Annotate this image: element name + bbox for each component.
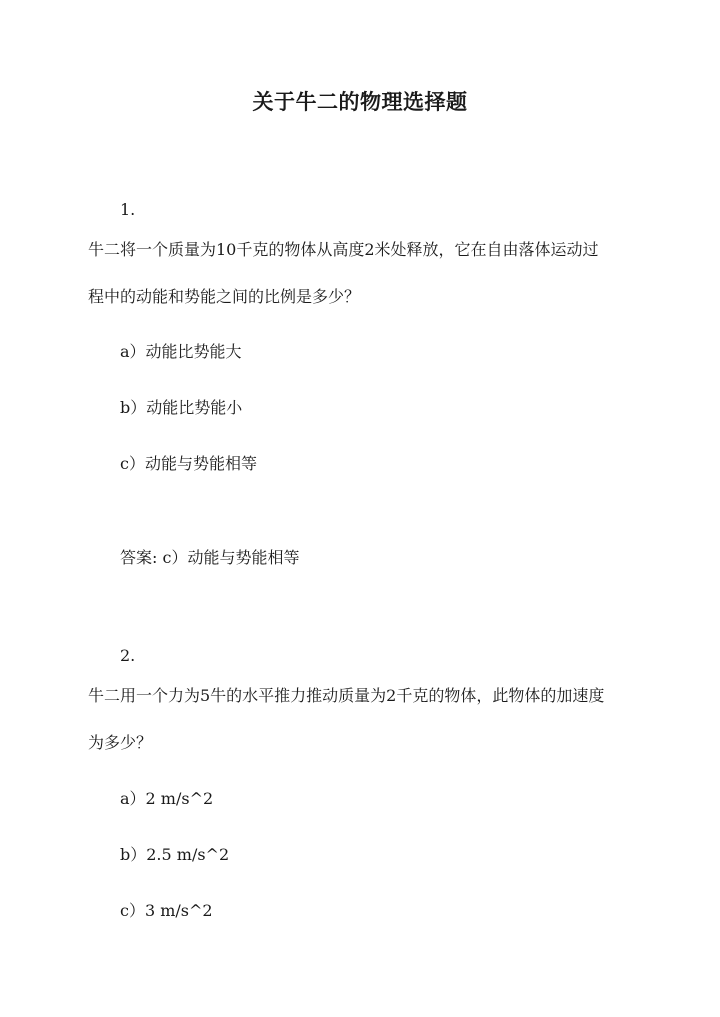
question-1-option-a: a）动能比势能大 [120,342,242,361]
question-1-option-c: c）动能与势能相等 [120,454,257,473]
question-1-option-b: b）动能比势能小 [120,398,243,417]
question-2-text-line-1: 牛二用一个力为5牛的水平推力推动质量为2千克的物体，此物体的加速度 [88,686,605,705]
question-2-number: 2. [120,646,136,665]
question-1-text-line-2: 程中的动能和势能之间的比例是多少？ [88,287,361,306]
question-2-option-c: c）3 m/s^2 [120,901,213,920]
document-title: 关于牛二的物理选择题 [252,89,468,114]
question-1-text-line-1: 牛二将一个质量为10千克的物体从高度2米处释放，它在自由落体运动过 [88,240,599,259]
question-1-number: 1. [120,200,136,219]
question-2-option-b: b）2.5 m/s^2 [120,845,230,864]
question-2-option-a: a）2 m/s^2 [120,789,214,808]
question-1-answer: 答案: c）动能与势能相等 [120,548,300,567]
question-2-text-line-2: 为多少？ [88,733,153,752]
